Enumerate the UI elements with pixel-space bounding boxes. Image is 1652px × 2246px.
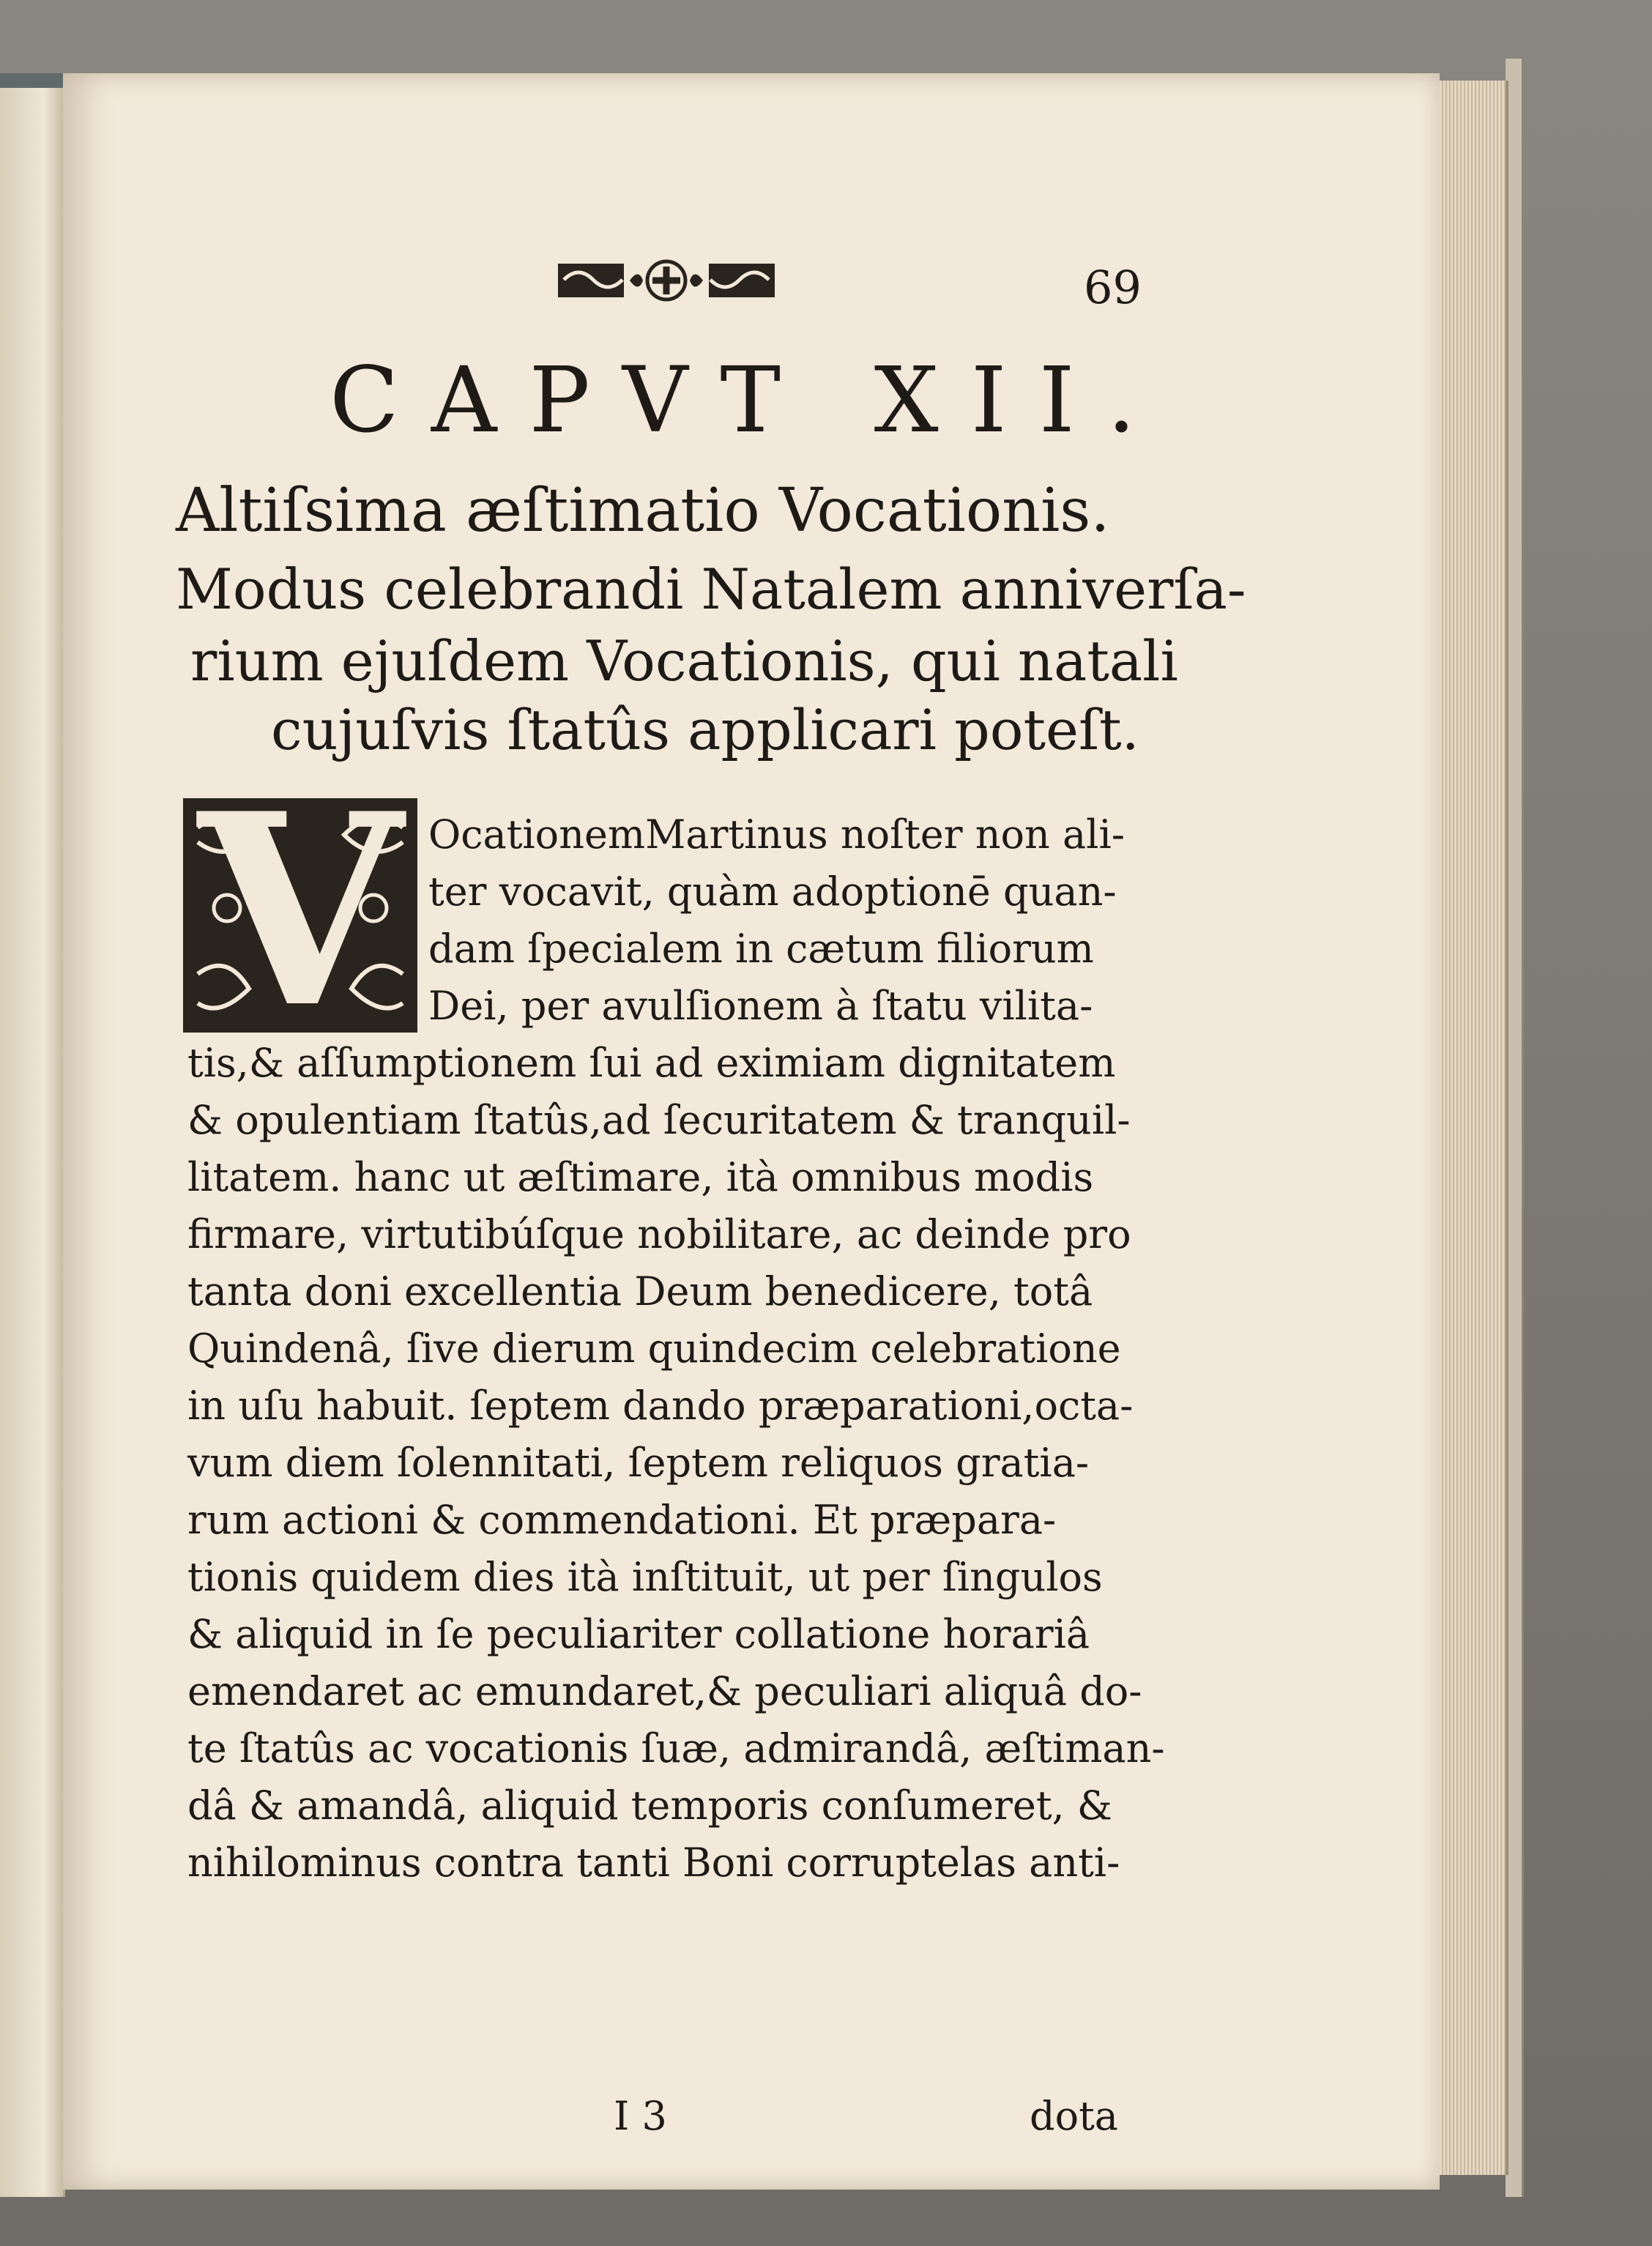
headpiece-ornament-icon bbox=[557, 258, 776, 303]
body-text-line: tionis quidem dies ità inſtituit, ut per ſingulos bbox=[187, 1554, 1103, 1600]
body-text-line: dâ & amandâ, aliquid temporis conſumeret, & bbox=[187, 1782, 1112, 1829]
body-text-line: emendaret ac emundaret,& peculiari aliquâ do- bbox=[187, 1668, 1142, 1714]
body-text-line: dam ſpecialem in cætum filiorum bbox=[428, 926, 1094, 972]
body-text-line: & aliquid in ſe peculiariter collatione horariâ bbox=[187, 1611, 1090, 1657]
body-text-line: firmare, virtutibúſque nobilitare, ac deinde pro bbox=[187, 1211, 1131, 1257]
body-text-line: te ſtatûs ac vocationis ſuæ, admirandâ, æſtiman- bbox=[187, 1725, 1165, 1771]
chapter-subtitle-line: cujuſvis ſtatûs applicari poteſt. bbox=[271, 697, 1139, 762]
body-text-line: Quindenâ, ſive dierum quindecim celebratione bbox=[187, 1325, 1121, 1372]
initial-letter: V bbox=[198, 756, 403, 1066]
body-text-line: nihilominus contra tanti Boni corruptelas anti- bbox=[187, 1840, 1120, 1886]
chapter-subtitle-line: rium ejuſdem Vocationis, qui natali bbox=[190, 628, 1178, 693]
body-text-line: in uſu habuit. ſeptem dando præparationi,octa- bbox=[187, 1383, 1134, 1429]
body-text-line: & opulentiam ſtatûs,ad ſecuritatem & tranquil- bbox=[187, 1097, 1131, 1143]
body-text-line: tis,& aſſumptionem ſui ad eximiam dignitatem bbox=[187, 1040, 1116, 1086]
body-text-line: OcationemMartinus noſter non ali- bbox=[428, 811, 1125, 858]
body-text-line: Dei, per avulſionem à ſtatu vilita- bbox=[428, 983, 1093, 1029]
chapter-title: CAPVT XII. bbox=[330, 348, 1169, 453]
body-text-line: rum actioni & commendationi. Et præpara- bbox=[187, 1497, 1057, 1543]
left-page-edge bbox=[0, 88, 65, 2197]
page-stack-edge bbox=[1440, 81, 1508, 2175]
decorated-initial bbox=[183, 756, 417, 1066]
catchword: dota bbox=[1030, 2093, 1118, 2139]
body-text-line: vum diem ſolennitati, ſeptem reliquos gratia- bbox=[187, 1440, 1090, 1486]
chapter-subtitle-line: Altiſsima æſtimatio Vocationis. bbox=[176, 476, 1110, 546]
body-text-line: litatem. hanc ut æſtimare, ità omnibus modis bbox=[187, 1154, 1094, 1200]
signature-mark: I 3 bbox=[614, 2093, 667, 2139]
chapter-subtitle-line: Modus celebrandi Natalem anniverſa- bbox=[176, 557, 1246, 622]
page-number: 69 bbox=[1084, 261, 1142, 314]
body-text-line: tanta doni excellentia Deum benedicere, totâ bbox=[187, 1268, 1093, 1314]
body-text-line: ter vocavit, quàm adoptionē quan- bbox=[428, 869, 1117, 915]
